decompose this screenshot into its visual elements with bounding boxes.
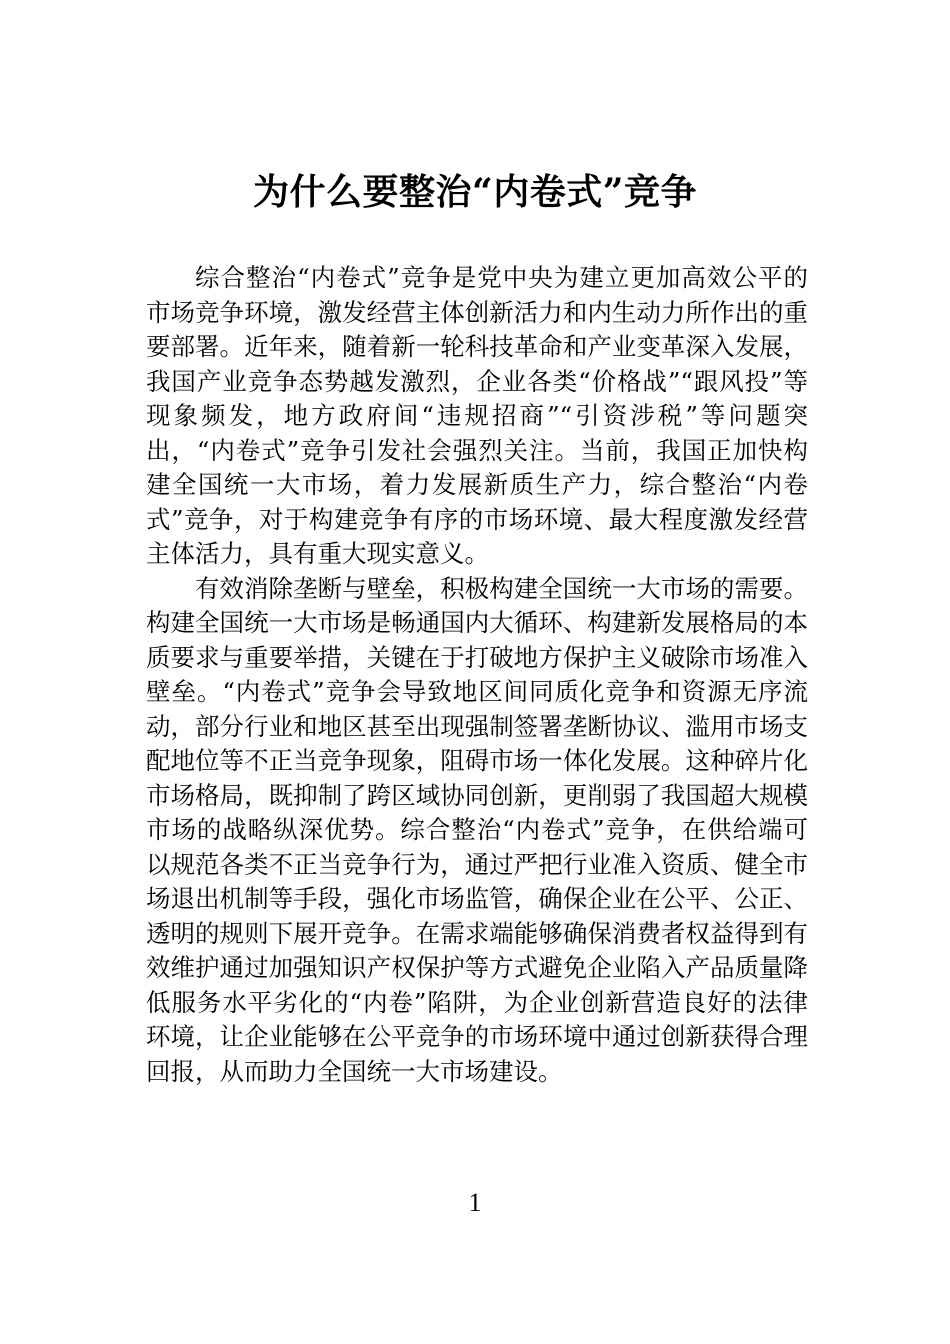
document-title: 为什么要整治“内卷式”竞争 bbox=[253, 171, 697, 213]
body-paragraph: 综合整治“内卷式”竞争是党中央为建立更加高效公平的市场竞争环境，激发经营主体创新活力和内生动力所作出的重要部署。近年来，随着新一轮科技革命和产业变革深入发展，我国产业竞争态势越发激烈，企业各类“价格战”“跟风投”等现象频发，地方政府间“违规招商”“引资涉税”等问题突出，“内卷式”竞争引发社会强烈关注。当前，我国正加快构建全国统一大市场，着力发展新质生产力，综合整治“内卷式”竞争，对于构建竞争有序的市场环境、最大程度激发经营主体活力，具有重大现实意义。 bbox=[146, 263, 808, 568]
page-number: 1 bbox=[468, 1188, 482, 1217]
body-paragraph: 有效消除垄断与壁垒，积极构建全国统一大市场的需要。构建全国统一大市场是畅通国内大循环、构建新发展格局的本质要求与重要举措，关键在于打破地方保护主义破除市场准入壁垒。“内卷式”竞争会导致地区间同质化竞争和资源无序流动，部分行业和地区甚至出现强制签署垄断协议、滥用市场支配地位等不正当竞争现象，阻碍市场一体化发展。这种碎片化市场格局，既抑制了跨区域协同创新，更削弱了我国超大规模市场的战略纵深优势。综合整治“内卷式”竞争，在供给端可以规范各类不正当竞争行为，通过严把行业准入资质、健全市场退出机制等手段，强化市场监管，确保企业在公平、公正、透明的规则下展开竞争。在需求端能够确保消费者权益得到有效维护通过加强知识产权保护等方式避免企业陷入产品质量降低服务水平劣化的“内卷”陷阱，为企业创新营造良好的法律环境，让企业能够在公平竞争的市场环境中通过创新获得合理回报，从而助力全国统一大市场建设。 bbox=[146, 573, 808, 1086]
document-body bbox=[146, 261, 808, 1089]
